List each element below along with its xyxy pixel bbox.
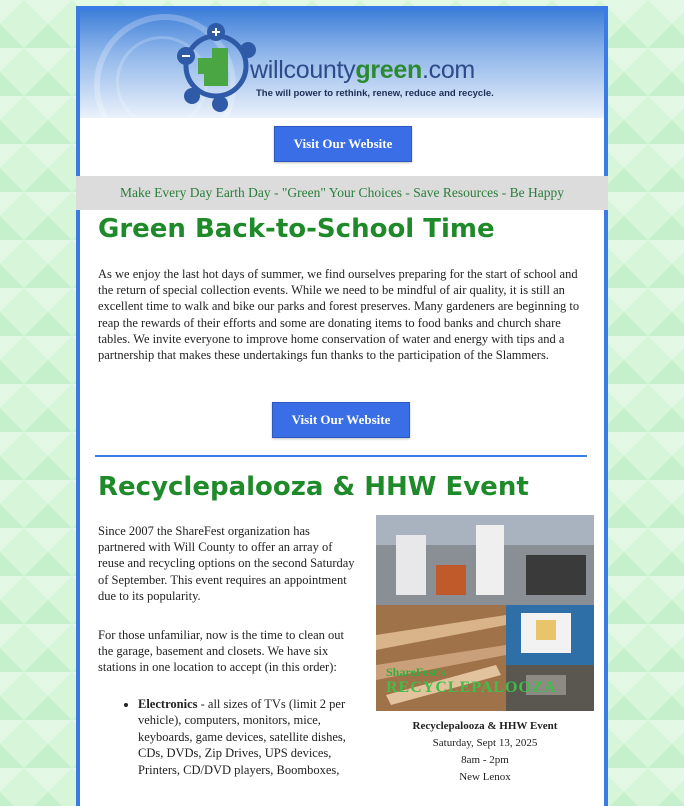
newsletter-card — [76, 6, 608, 806]
section-divider — [95, 455, 587, 457]
photo-caption-place: New Lenox — [459, 771, 511, 783]
visit-website-button-mid[interactable]: Visit Our Website — [272, 402, 410, 438]
photo-caption-time: 8am - 2pm — [461, 754, 509, 766]
section-title-back-to-school: Green Back-to-School Time — [98, 214, 495, 244]
list-item: • Electronics - all sizes of TVs (limit 2 per vehicle), computers, monitors, mice, keyboards, game devices, satellite dishes, CDs, DVDs, Zip Drives, UPS devices, Printers, CD/DVD players, Boomboxes, — [138, 696, 364, 778]
photo-label-recyclepalooza: RECYCLEPALOOZA — [386, 679, 557, 696]
photo-label-sharefest: ShareFest's — [386, 665, 446, 679]
section-title-recyclepalooza: Recyclepalooza & HHW Event — [98, 472, 529, 502]
logo-tagline: The will power to rethink, renew, reduce and recycle. — [256, 88, 494, 99]
recyclepalooza-intro-paragraph: Since 2007 the ShareFest organization has partnered with Will County to offer an array of reuse and recycling options on the second Saturday of September. This event requires an appointment due to its popularity. — [98, 524, 355, 603]
photo-caption-date: Saturday, Sept 13, 2025 — [432, 737, 538, 749]
recyclepalooza-stations-paragraph: For those unfamiliar, now is the time to clean out the garage, basement and closets. We have six stations in one location to accept (in this order): — [98, 628, 344, 675]
photo-caption-title: Recyclepalooza & HHW Event — [412, 720, 558, 732]
site-logo-wordmark: willcountygreen.com — [250, 56, 475, 84]
back-to-school-paragraph: As we enjoy the last hot days of summer, we find ourselves preparing for the start of school and the return of special collection events. While we need to be mindful of air quality, it is still an excellent time to walk and bike our parks and forest preserves. Many gardeners are beginning to reap the rewards of their efforts and some are donating items to food banks and church share tables. We invite everyone to improve home conservation of water and energy with tips and a partnership that makes these undertakings fun thanks to the participation of the Slammers. — [98, 267, 580, 363]
tagline-banner: Make Every Day Earth Day - "Green" Your Choices - Save Resources - Be Happy — [76, 176, 608, 210]
logo-icon — [176, 18, 258, 114]
recyclepalooza-photo-collage — [376, 515, 594, 711]
stations-list — [116, 696, 364, 778]
visit-website-button-top[interactable]: Visit Our Website — [274, 126, 412, 162]
header-banner — [80, 10, 604, 118]
